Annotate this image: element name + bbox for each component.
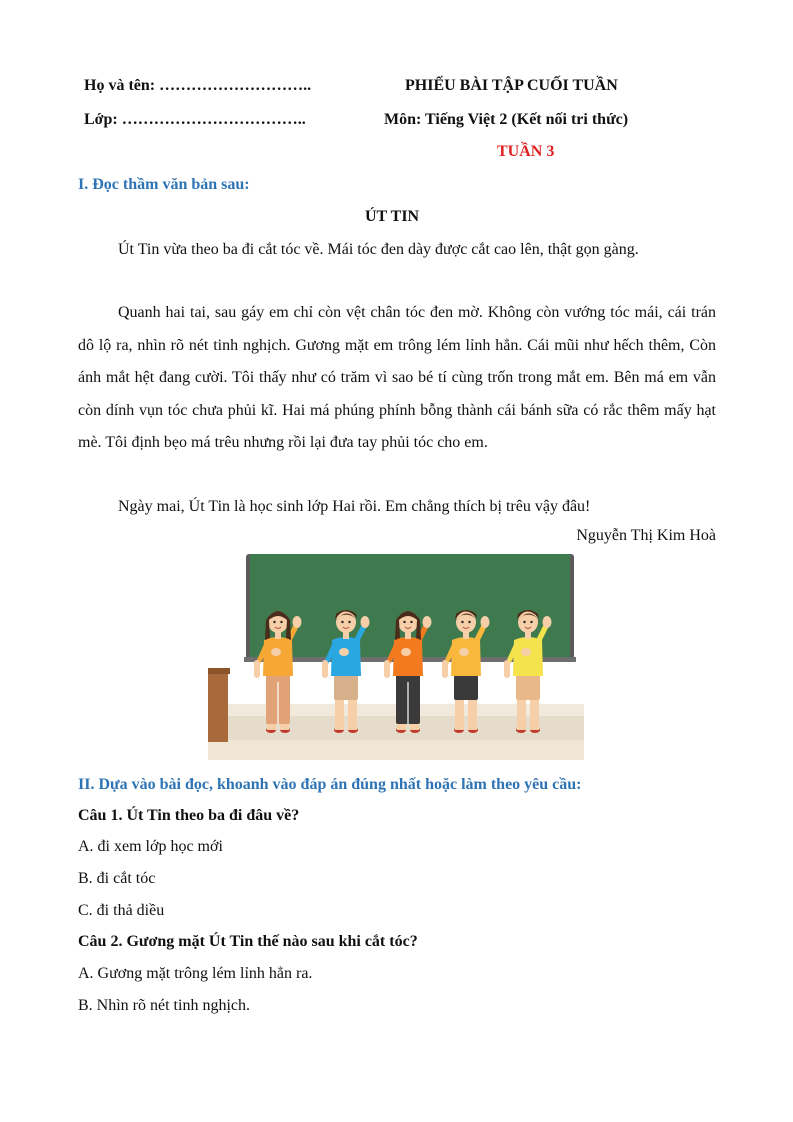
question-2-option-a[interactable]: A. Gương mặt trông lém lỉnh hẳn ra. (78, 965, 313, 982)
classroom-illustration (208, 554, 584, 760)
story-paragraph-2: Quanh hai tai, sau gáy em chỉ còn vệt chân tóc đen mờ. Không còn vướng tóc mái, cái trán dô lộ ra, nhìn rõ nét tinh nghịch. Gương mặt em trông lém lỉnh hẳn. Cái mũi như hếch thêm, Còn ánh mắt hệt đang cười. Tôi thấy như có trăm vì sao bé tí cùng trốn trong mắt em. Bên má em vẫn còn dính vụn tóc chưa phủi kĩ. Hai má phúng phính bỗng thành cái bánh sữa có rắc thêm mấy hạt mè. Tôi định bẹo má trêu nhưng rồi lại đưa tay phủi tóc cho em. (78, 304, 716, 451)
question-1-option-a[interactable]: A. đi xem lớp học mới (78, 838, 223, 855)
question-2-option-b[interactable]: B. Nhìn rõ nét tinh nghịch. (78, 997, 250, 1014)
question-2: Câu 2. Gương mặt Út Tin thế nào sau khi cắt tóc? (78, 933, 418, 950)
story-title: ÚT TIN (365, 208, 420, 225)
section-2-heading: II. Dựa vào bài đọc, khoanh vào đáp án đúng nhất hoặc làm theo yêu cầu: (78, 776, 582, 793)
class-field-label: Lớp: …………………………….. (84, 111, 306, 128)
section-1-heading: I. Đọc thầm văn bản sau: (78, 176, 250, 193)
worksheet-title: PHIẾU BÀI TẬP CUỐI TUẦN (405, 77, 618, 94)
story-paragraph-3: Ngày mai, Út Tin là học sinh lớp Hai rồi. Em chẳng thích bị trêu vậy đâu! (118, 498, 591, 515)
name-field-label: Họ và tên: ……………………….. (84, 77, 312, 94)
week-label: TUẦN 3 (497, 143, 555, 160)
question-1: Câu 1. Út Tin theo ba đi đâu về? (78, 807, 300, 824)
teacher-desk (208, 668, 230, 742)
question-1-option-b[interactable]: B. đi cắt tóc (78, 870, 156, 887)
subject-label: Môn: Tiếng Việt 2 (Kết nối tri thức) (384, 111, 629, 128)
story-paragraph-1: Út Tin vừa theo ba đi cắt tóc về. Mái tóc đen dày được cắt cao lên, thật gọn gàng. (118, 241, 639, 258)
question-1-option-c[interactable]: C. đi thả diều (78, 902, 165, 919)
story-author: Nguyễn Thị Kim Hoà (576, 527, 716, 544)
